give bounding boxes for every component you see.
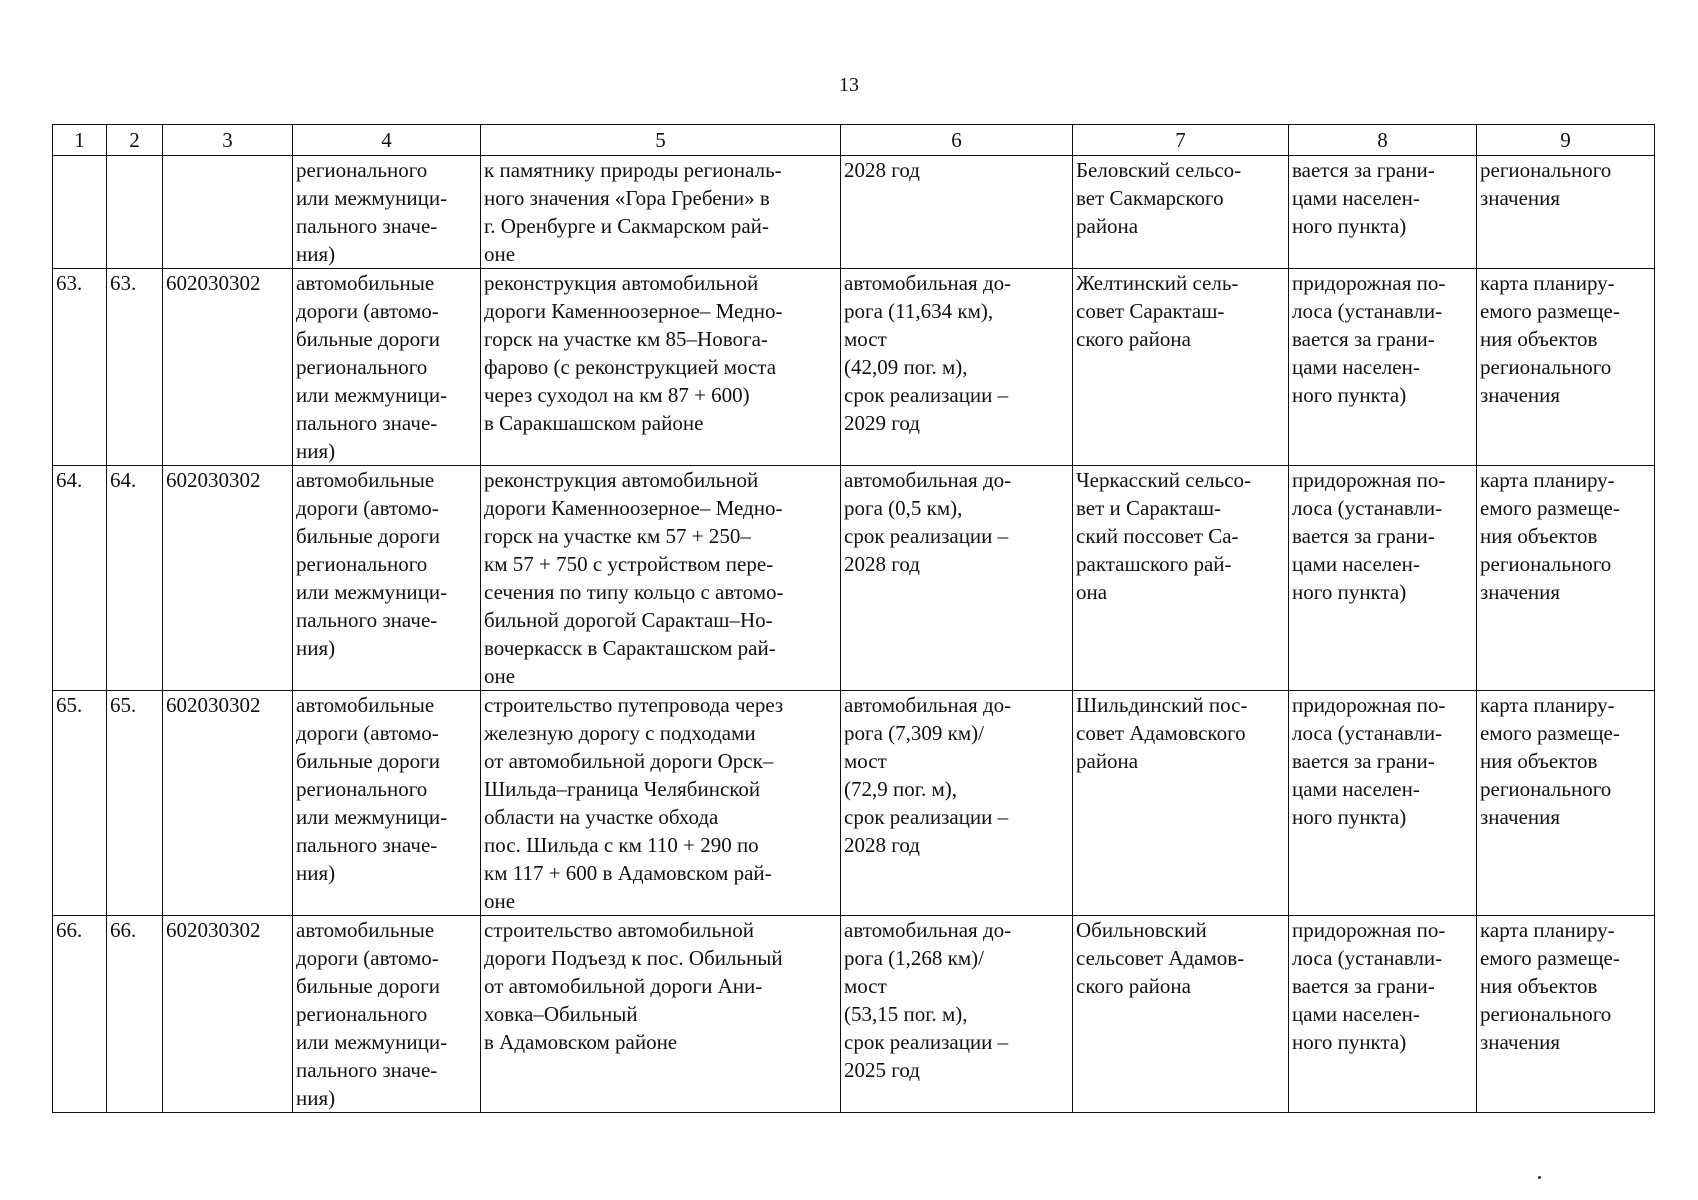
column-header: 6 (841, 125, 1073, 156)
location-cell: Беловский сельсо- вет Сакмарского района (1073, 156, 1289, 269)
planning-objects-table (52, 124, 1655, 1113)
zone-cell: придорожная по- лоса (устанавли- вается за грани- цами населен- ного пункта) (1289, 466, 1477, 691)
table-row (53, 691, 1655, 916)
object-name-cell: к памятнику природы региональ- ного значения «Гора Гребени» в г. Оренбурге и Сакмарском рай- оне (481, 156, 841, 269)
code-cell (163, 156, 293, 269)
map-cell: карта планиру- емого размеще- ния объектов регионального значения (1477, 691, 1655, 916)
row-number-cell: 66. (53, 916, 107, 1113)
column-header: 3 (163, 125, 293, 156)
table-row (53, 269, 1655, 466)
column-header: 8 (1289, 125, 1477, 156)
zone-cell: придорожная по- лоса (устанавли- вается за грани- цами населен- ного пункта) (1289, 916, 1477, 1113)
object-name-cell: строительство автомобильной дороги Подъезд к пос. Обильный от автомобильной дороги Ани- ховка–Обильный в Адамовском районе (481, 916, 841, 1113)
table-row (53, 916, 1655, 1113)
column-number-row (53, 125, 1655, 156)
column-header: 2 (107, 125, 163, 156)
scan-speck (1538, 1176, 1541, 1179)
object-name-cell: реконструкция автомобильной дороги Каменноозерное– Медно- горск на участке км 57 + 250– км 57 + 750 с устройством пере- сечения по типу кольцо с автомо- бильной дорогой Саракташ–Но- вочеркасск в Саракташском рай- оне (481, 466, 841, 691)
zone-cell: придорожная по- лоса (устанавли- вается за грани- цами населен- ного пункта) (1289, 691, 1477, 916)
object-number-cell: 64. (107, 466, 163, 691)
code-cell: 602030302 (163, 269, 293, 466)
row-number-cell: 65. (53, 691, 107, 916)
characteristics-cell: автомобильная до- рога (11,634 км), мост (42,09 пог. м), срок реализации – 2029 год (841, 269, 1073, 466)
page-number: 13 (839, 74, 859, 96)
column-header: 5 (481, 125, 841, 156)
table-row (53, 156, 1655, 269)
object-type-cell: автомобильные дороги (автомо- бильные дороги регионального или межмуници- пального значе- ния) (293, 269, 481, 466)
code-cell: 602030302 (163, 691, 293, 916)
code-cell: 602030302 (163, 466, 293, 691)
object-type-cell: регионального или межмуници- пального значе- ния) (293, 156, 481, 269)
zone-cell: вается за грани- цами населен- ного пункта) (1289, 156, 1477, 269)
location-cell: Желтинский сель- совет Саракташ- ского района (1073, 269, 1289, 466)
location-cell: Обильновский сельсовет Адамов- ского района (1073, 916, 1289, 1113)
characteristics-cell: автомобильная до- рога (0,5 км), срок реализации – 2028 год (841, 466, 1073, 691)
object-type-cell: автомобильные дороги (автомо- бильные дороги регионального или межмуници- пального значе- ния) (293, 916, 481, 1113)
code-cell: 602030302 (163, 916, 293, 1113)
characteristics-cell: автомобильная до- рога (7,309 км)/ мост (72,9 пог. м), срок реализации – 2028 год (841, 691, 1073, 916)
object-number-cell: 65. (107, 691, 163, 916)
object-type-cell: автомобильные дороги (автомо- бильные дороги регионального или межмуници- пального значе- ния) (293, 691, 481, 916)
characteristics-cell: автомобильная до- рога (1,268 км)/ мост (53,15 пог. м), срок реализации – 2025 год (841, 916, 1073, 1113)
object-number-cell: 66. (107, 916, 163, 1113)
column-header: 7 (1073, 125, 1289, 156)
characteristics-cell: 2028 год (841, 156, 1073, 269)
zone-cell: придорожная по- лоса (устанавли- вается за грани- цами населен- ного пункта) (1289, 269, 1477, 466)
column-header: 4 (293, 125, 481, 156)
map-cell: карта планиру- емого размеще- ния объектов регионального значения (1477, 466, 1655, 691)
row-number-cell: 63. (53, 269, 107, 466)
object-number-cell (107, 156, 163, 269)
object-number-cell: 63. (107, 269, 163, 466)
object-name-cell: строительство путепровода через железную дорогу с подходами от автомобильной дороги Орск– Шильда–граница Челябинской области на участке обхода пос. Шильда с км 110 + 290 по км 117 + 600 в Адамовском рай- оне (481, 691, 841, 916)
object-name-cell: реконструкция автомобильной дороги Каменноозерное– Медно- горск на участке км 85–Новога- фарово (с реконструкцией моста через суходол на км 87 + 600) в Саракшашском районе (481, 269, 841, 466)
object-type-cell: автомобильные дороги (автомо- бильные дороги регионального или межмуници- пального значе- ния) (293, 466, 481, 691)
map-cell: карта планиру- емого размеще- ния объектов регионального значения (1477, 269, 1655, 466)
row-number-cell: 64. (53, 466, 107, 691)
map-cell: карта планиру- емого размеще- ния объектов регионального значения (1477, 916, 1655, 1113)
table-row (53, 466, 1655, 691)
location-cell: Шильдинский пос- совет Адамовского района (1073, 691, 1289, 916)
map-cell: регионального значения (1477, 156, 1655, 269)
column-header: 1 (53, 125, 107, 156)
row-number-cell (53, 156, 107, 269)
location-cell: Черкасский сельсо- вет и Саракташ- ский поссовет Са- ракташского рай- она (1073, 466, 1289, 691)
column-header: 9 (1477, 125, 1655, 156)
